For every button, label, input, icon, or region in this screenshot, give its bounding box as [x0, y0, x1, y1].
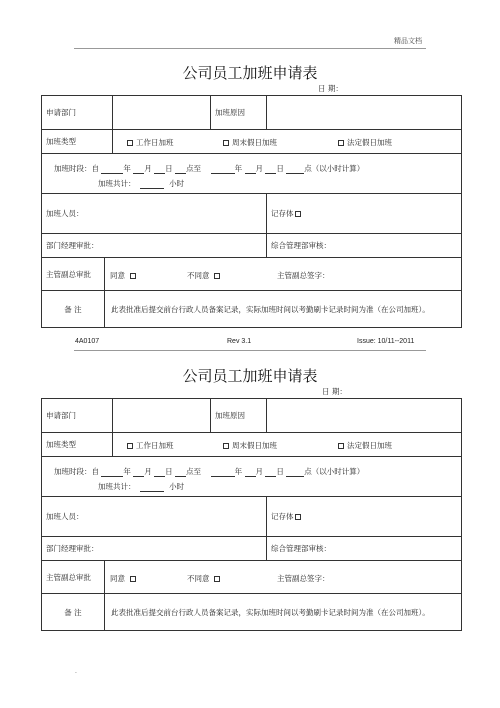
manager-approval-field[interactable]: [42, 537, 266, 560]
row-staff: [42, 496, 461, 536]
row-approvals: [42, 536, 461, 560]
row-staff: [42, 193, 461, 233]
manager-approval-label: 部门经理审批：: [46, 241, 99, 250]
checkbox-icon[interactable]: [214, 576, 220, 582]
remark-label: 备 注: [64, 304, 82, 314]
start-day-field[interactable]: [154, 165, 165, 174]
vp-options: [104, 258, 461, 290]
row-approvals: [42, 233, 461, 257]
header-divider: [74, 48, 426, 49]
staff-label: 加班人员：: [46, 512, 84, 521]
dept-label: 申请部门: [46, 108, 76, 117]
period-line: 加班时段：自 年 月 日 点至 年 月 日 点（以小时计算）: [54, 467, 365, 476]
footer-rev: Rev 3.1: [227, 338, 252, 345]
manager-approval-field[interactable]: [42, 234, 266, 257]
dept-field[interactable]: [112, 96, 210, 129]
type-options: [112, 130, 461, 153]
disagree-option[interactable]: 不同意: [187, 573, 223, 584]
disagree-option[interactable]: 不同意: [187, 270, 223, 281]
start-month-field[interactable]: [133, 468, 144, 477]
reason-field[interactable]: [266, 399, 461, 432]
row-dept: [42, 96, 461, 129]
total-line: 加班共计： 小时: [98, 482, 185, 491]
vp-approval-label: 主管副总审批: [46, 269, 91, 279]
checkbox-icon[interactable]: [127, 443, 133, 449]
checkbox-icon[interactable]: [127, 140, 133, 146]
row-remark: [42, 290, 461, 327]
total-hours-field[interactable]: [140, 180, 164, 189]
vp-options: [104, 561, 461, 593]
type-label: 加班类型: [46, 137, 76, 146]
admin-review-label: 综合管理部审核：: [271, 544, 331, 553]
agree-option[interactable]: 同意: [110, 573, 139, 584]
staff-field[interactable]: [42, 497, 266, 536]
start-month-field[interactable]: [133, 165, 144, 174]
type-option-weekday[interactable]: 工作日加班: [127, 440, 174, 451]
row-vp: [42, 257, 461, 290]
admin-review-label: 综合管理部审核：: [271, 241, 331, 250]
row-vp: [42, 560, 461, 593]
start-hour-field[interactable]: [175, 165, 186, 174]
start-hour-field[interactable]: [175, 468, 186, 477]
form-title: 公司员工加班申请表: [182, 64, 318, 82]
start-year-field[interactable]: [101, 165, 123, 174]
checkbox-icon[interactable]: [338, 140, 344, 146]
type-label: 加班类型: [46, 440, 76, 449]
manager-approval-label: 部门经理审批：: [46, 544, 99, 553]
vp-approval-label: 主管副总审批: [46, 572, 91, 582]
staff-field[interactable]: [42, 194, 266, 233]
reason-label: 加班原因: [210, 96, 266, 129]
checkbox-icon[interactable]: [214, 273, 220, 279]
type-options: [112, 433, 461, 456]
footer-code: 4A0107: [75, 338, 100, 345]
vp-sign-label: 主管副总签字：: [277, 271, 330, 280]
start-day-field[interactable]: [154, 468, 165, 477]
recorded-label: 记存体: [271, 512, 294, 521]
total-line: 加班共计： 小时: [98, 179, 185, 188]
footer-issue: Issue: 10/11--2011: [357, 338, 415, 345]
row-dept: [42, 399, 461, 432]
row-period: [42, 153, 461, 193]
row-type: [42, 129, 461, 153]
row-period: [42, 456, 461, 496]
type-option-holiday[interactable]: 法定假日加班: [338, 137, 392, 148]
type-option-holiday[interactable]: 法定假日加班: [338, 440, 392, 451]
application-form: [41, 398, 462, 631]
recorded-label: 记存体: [271, 209, 294, 218]
end-hour-field[interactable]: [286, 165, 304, 174]
type-option-weekend[interactable]: 周末假日加班: [223, 440, 277, 451]
end-day-field[interactable]: [265, 468, 276, 477]
agree-option[interactable]: 同意: [110, 270, 139, 281]
row-remark: [42, 593, 461, 630]
checkbox-icon[interactable]: [223, 140, 229, 146]
end-month-field[interactable]: [245, 165, 256, 174]
admin-review-field[interactable]: [266, 537, 461, 560]
type-option-weekend[interactable]: 周末假日加班: [223, 137, 277, 148]
dept-field[interactable]: [112, 399, 210, 432]
reason-field[interactable]: [266, 96, 461, 129]
recorded-cell: [266, 194, 461, 233]
date-label: 日 期：: [318, 84, 343, 93]
reason-label: 加班原因: [210, 399, 266, 432]
checkbox-icon[interactable]: [338, 443, 344, 449]
end-hour-field[interactable]: [286, 468, 304, 477]
end-year-field[interactable]: [211, 468, 235, 477]
form-title: 公司员工加班申请表: [182, 367, 318, 385]
start-year-field[interactable]: [101, 468, 123, 477]
date-label: 日 期：: [322, 387, 347, 396]
remark-text: 此表批准后提交前台行政人员备案记录，实际加班时间以考勤刷卡记录时间为准（在公司加班）。: [104, 291, 461, 327]
checkbox-icon[interactable]: [223, 443, 229, 449]
page-footer-mark: .: [75, 668, 77, 675]
checkbox-icon[interactable]: [295, 211, 301, 217]
end-day-field[interactable]: [265, 165, 276, 174]
total-hours-field[interactable]: [140, 483, 164, 492]
checkbox-icon[interactable]: [130, 576, 136, 582]
dept-label: 申请部门: [46, 411, 76, 420]
vp-sign-label: 主管副总签字：: [277, 574, 330, 583]
recorded-cell: [266, 497, 461, 536]
end-month-field[interactable]: [245, 468, 256, 477]
header-mark: 精品文档: [394, 37, 422, 45]
staff-label: 加班人员：: [46, 209, 84, 218]
row-type: [42, 432, 461, 456]
checkbox-icon[interactable]: [295, 514, 301, 520]
remark-label: 备 注: [64, 607, 82, 617]
type-option-weekday[interactable]: 工作日加班: [127, 137, 174, 148]
application-form: [41, 95, 462, 328]
period-line: 加班时段：自 年 月 日 点至 年 月 日 点（以小时计算）: [54, 164, 365, 173]
end-year-field[interactable]: [211, 165, 235, 174]
remark-text: 此表批准后提交前台行政人员备案记录，实际加班时间以考勤刷卡记录时间为准（在公司加班）。: [104, 594, 461, 630]
checkbox-icon[interactable]: [130, 273, 136, 279]
footer-divider: [74, 350, 426, 351]
admin-review-field[interactable]: [266, 234, 461, 257]
